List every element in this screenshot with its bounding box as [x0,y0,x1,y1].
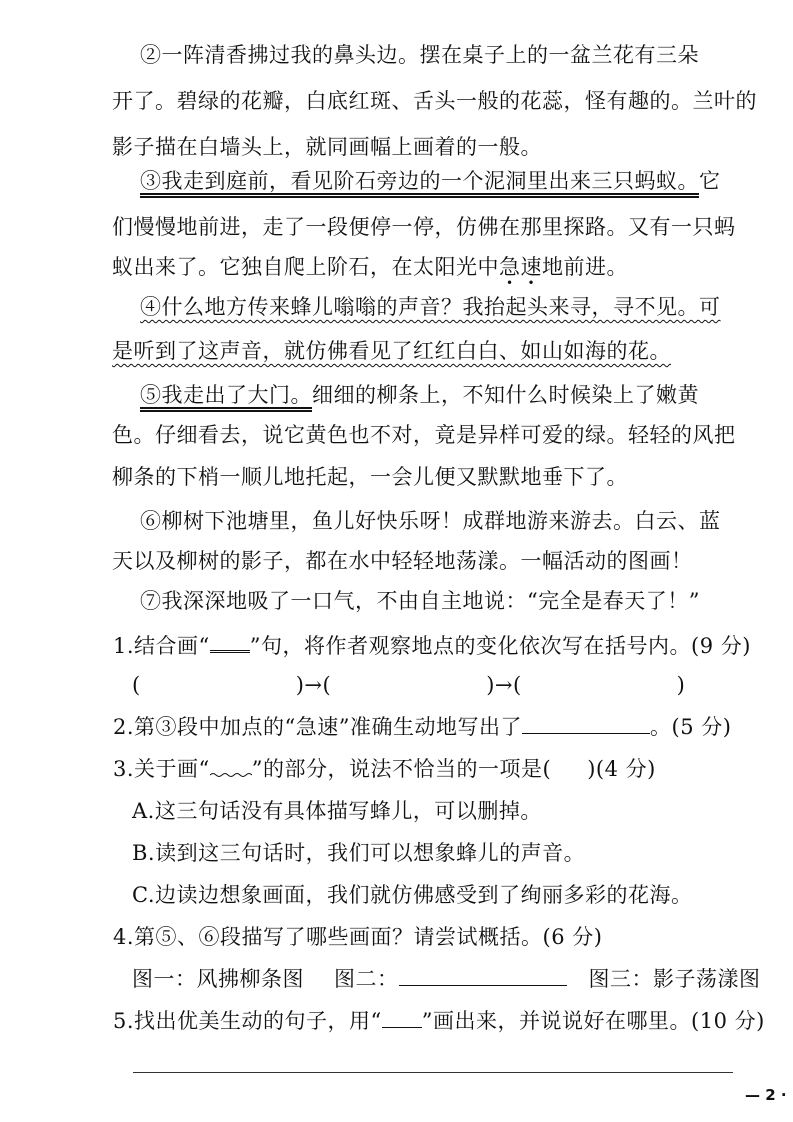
double-underline-sample [210,630,250,653]
option-a[interactable]: A.这三句话没有具体描写蜂儿，可以删掉。 [132,799,542,823]
question-3-post: ”的部分，说法不恰当的一项是( [251,757,552,781]
question-1-pre: 1.结合画“ [113,634,210,658]
wavy-underlined-p4-line1: ④什么地方传来蜂儿嗡嗡的声音？我抬起头来寻，寻不见。可 [140,295,721,319]
option-c[interactable]: C.边读边想象画面，我们就仿佛感受到了绚丽多彩的花海。 [132,883,693,907]
answer-1-arrow-2: )→( [486,673,522,697]
question-1-post: ”句，将作者观察地点的变化依次写在括号内。(9 分) [249,634,751,658]
option-b[interactable]: B.读到这三句话时，我们可以想象蜂儿的声音。 [132,841,586,865]
question-4-figures [132,964,761,994]
question-4: 4.第⑤、⑥段描写了哪些画面？请尝试概括。(6 分) [113,925,603,949]
question-3 [113,754,656,784]
passage-p3-line2: 们慢慢地前进，走了一段便停一停，仿佛在那里探路。又有一只蚂 [112,215,736,239]
figure-3-label: 图三：影子荡漾图 [588,967,761,991]
passage-p6-line2: 天以及柳树的影子，都在水中轻轻地荡漾。一幅活动的图画！ [112,549,693,573]
question-5-post: ”画出来，并说说好在哪里。(10 分) [421,1009,765,1033]
passage-p4-line1 [140,292,721,322]
dotted-char-su: 速 [520,255,542,279]
question-2-pre: 2.第③段中加点的“急速”准确生动地写出了 [113,715,523,739]
passage-p6-line1: ⑥柳树下池塘里，鱼儿好快乐呀！成群地游来游去。白云、蓝 [140,509,721,533]
passage-p7-line1: ⑦我深深地吸了一口气，不由自主地说：“完全是春天了！” [140,589,700,613]
wavy-underline-sample [210,756,252,776]
question-5 [113,1006,765,1036]
question-3-close: )(4 分) [587,757,656,781]
passage-p3-line1-rest: 它 [699,169,721,193]
passage-p3-line1 [140,166,721,196]
passage-p3-line3 [112,252,628,282]
passage-p2-line1: ②一阵清香拂过我的鼻头边。摆在桌子上的一盆兰花有三朵 [140,43,699,67]
question-2-post: 。(5 分) [650,715,732,739]
answer-1-open: ( [132,673,141,697]
answer-1-arrow-1: )→( [295,673,332,697]
passage-p2-line2: 开了。碧绿的花瓣，白底红斑、舌头一般的花蕊，怪有趣的。兰叶的 [112,89,757,113]
answer-1-close: ) [676,673,686,697]
question-3-pre: 3.关于画“ [113,757,210,781]
dotted-char-ji: 急 [499,255,521,279]
page-number: — 2 · [745,1086,787,1104]
passage-p5-line3: 柳条的下梢一顺儿地托起，一会儿便又默默地垂下了。 [112,465,628,489]
passage-p3-line3-post: 地前进。 [542,255,628,279]
double-underlined-sentence-p3: ③我走到庭前，看见阶石旁边的一个泥洞里出来三只蚂蚁。 [140,169,699,193]
passage-p2-line3: 影子描在白墙头上，就同画幅上画着的一般。 [112,135,542,159]
question-2 [113,712,731,742]
question-1-answer-row [132,670,685,700]
answer-line[interactable] [133,1072,733,1073]
figure-1-label: 图一：风拂柳条图 [132,967,304,991]
answer-4-blank[interactable] [399,965,567,986]
passage-p5-line2: 色。仔细看去，说它黄色也不对，竟是异样可爱的绿。轻轻的风把 [112,423,736,447]
figure-2-label: 图二： [334,967,399,991]
question-5-pre: 5.找出优美生动的句子，用“ [113,1009,382,1033]
single-underline-sample [382,1007,422,1028]
wavy-underlined-p4-line2: 是听到了这声音，就仿佛看见了红红白白、如山如海的花。 [112,339,671,363]
passage-p4-line2 [112,336,671,366]
answer-2-blank[interactable] [522,713,650,734]
passage-p5-line1-rest: 细细的柳条上，不知什么时候染上了嫩黄 [312,383,699,407]
passage-p5-line1 [140,380,699,410]
question-1 [113,630,751,661]
double-underlined-sentence-p5: ⑤我走出了大门。 [140,383,312,407]
passage-p3-line3-pre: 蚁出来了。它独自爬上阶石，在太阳光中 [112,255,499,279]
